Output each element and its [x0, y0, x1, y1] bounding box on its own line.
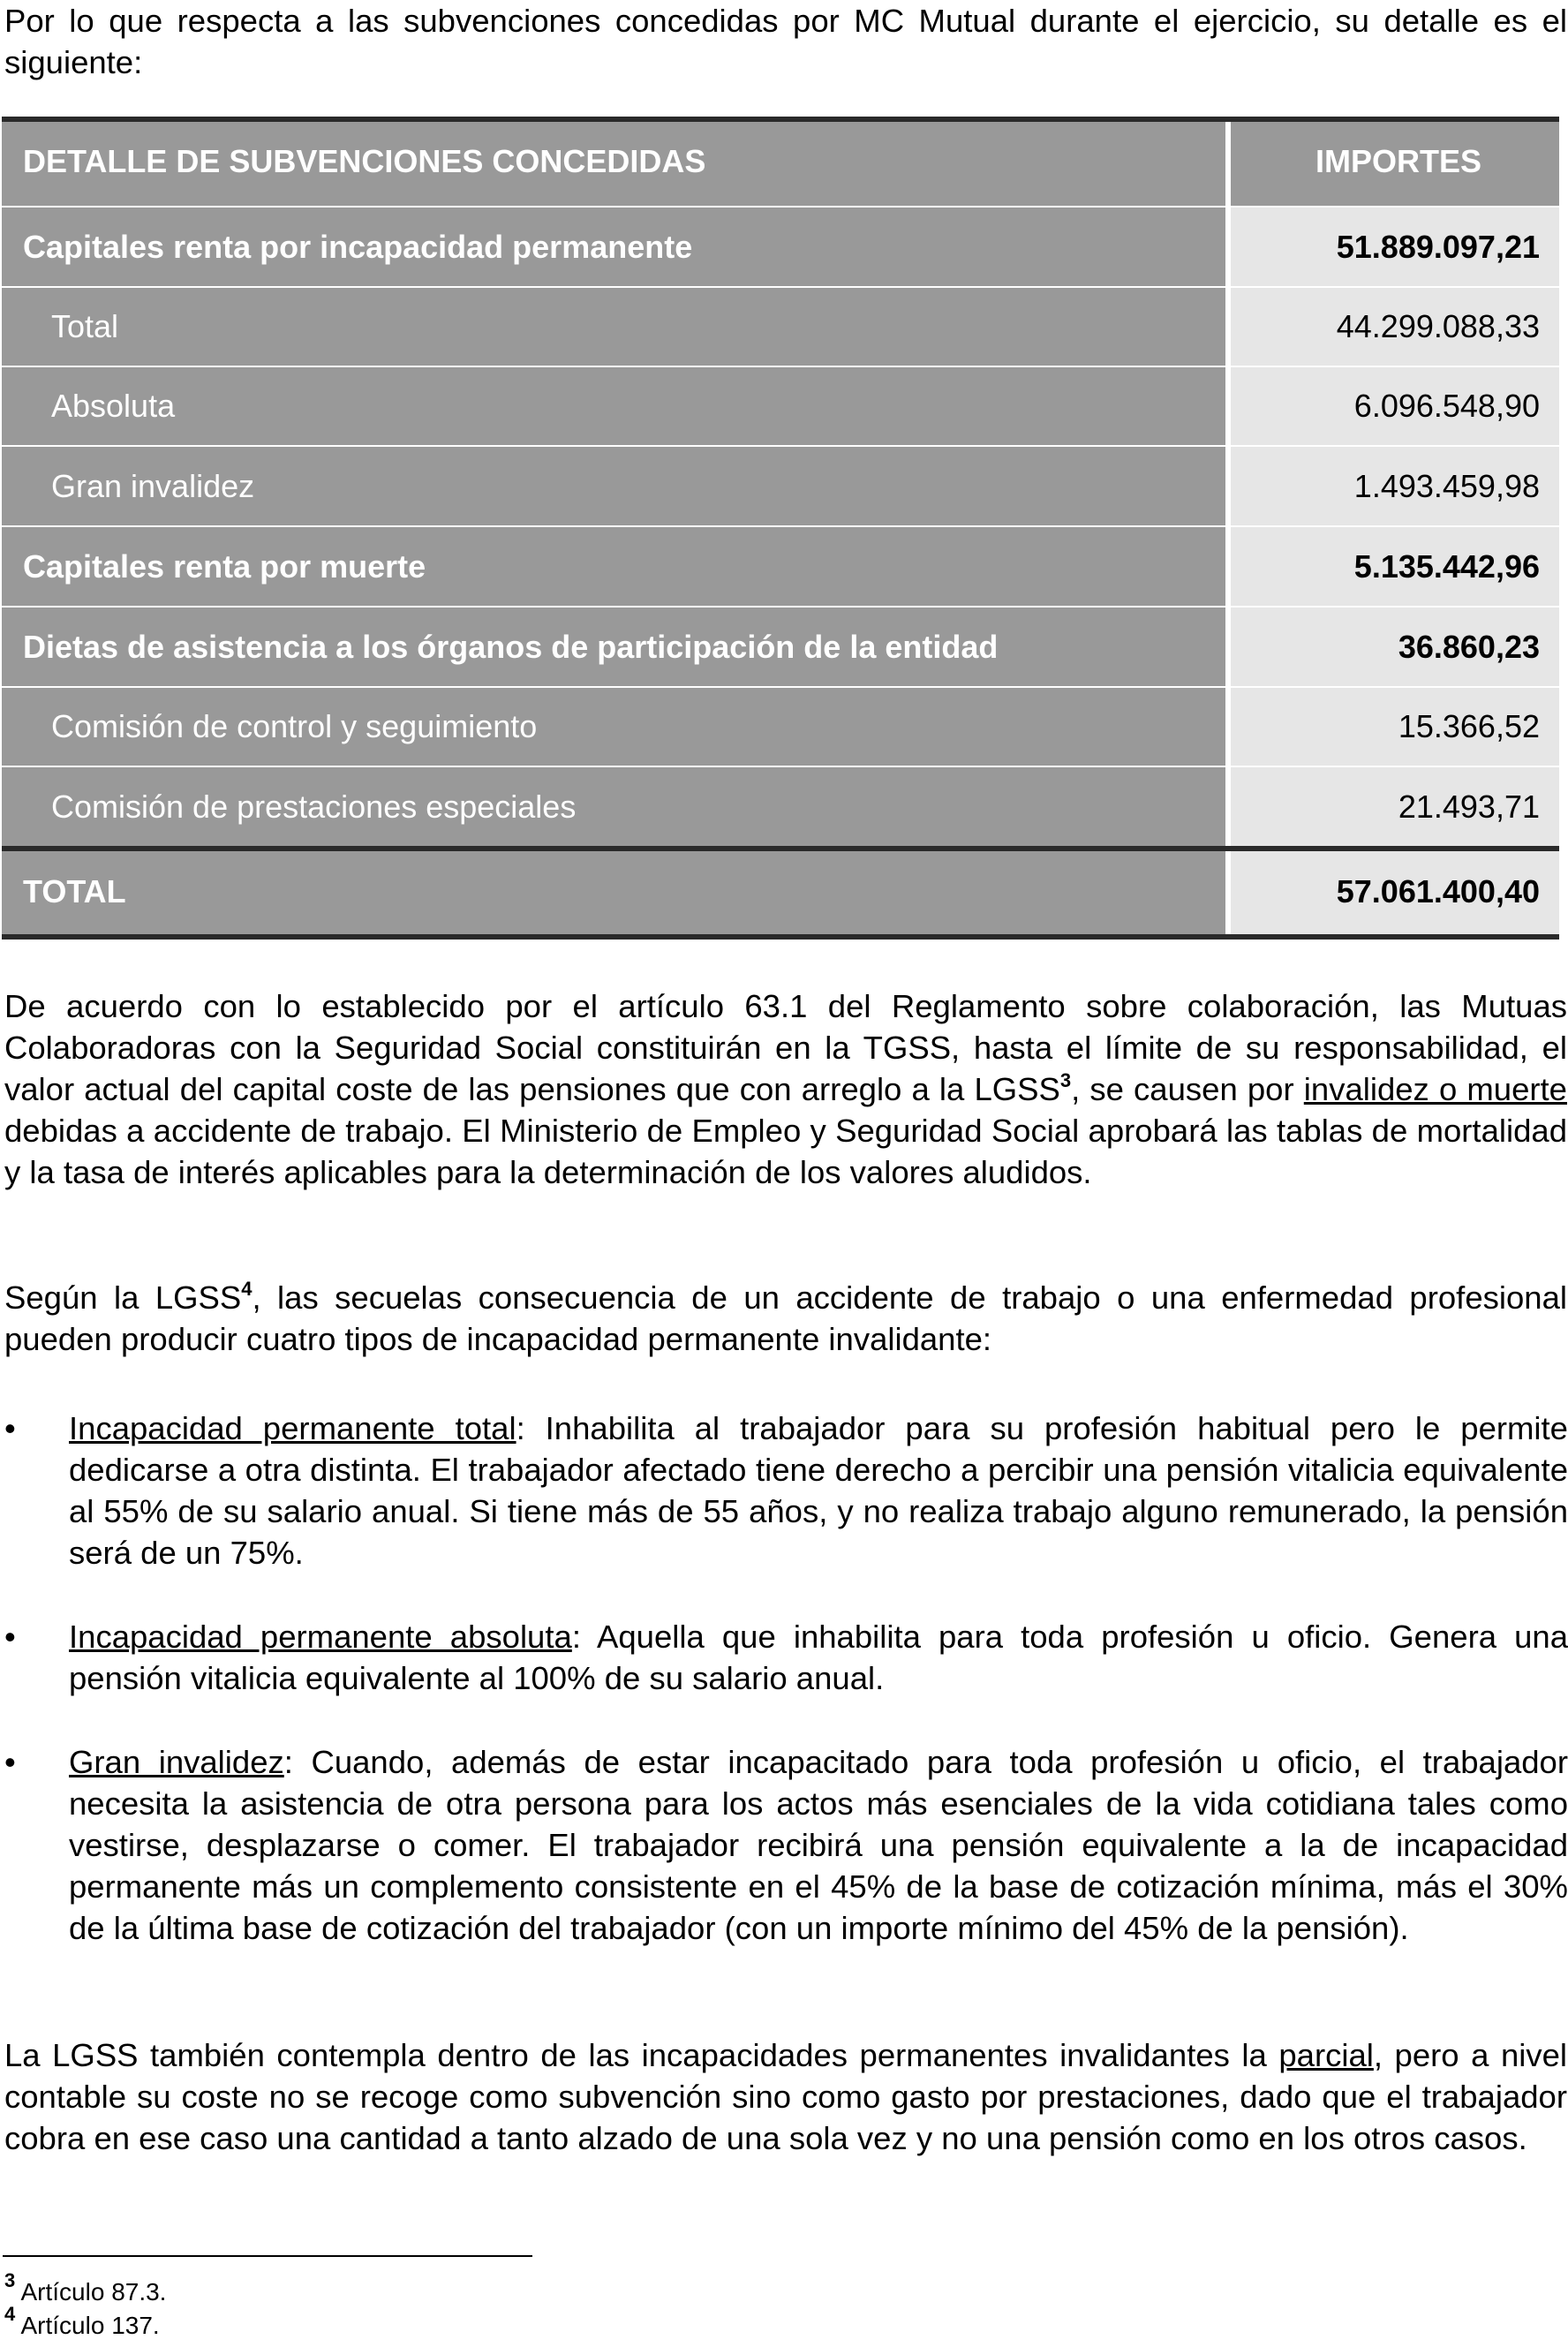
table-bottom-rule: [2, 934, 1559, 940]
footnote-ref: 4: [241, 1278, 253, 1300]
column-separator: [1225, 608, 1231, 686]
footnote-text: Artículo 87.3.: [15, 2278, 167, 2305]
bullet-item: [69, 1407, 1568, 1573]
table-row-label: Comisión de prestaciones especiales: [51, 789, 577, 825]
intro-paragraph: Por lo que respecta a las subvenciones concedidas por MC Mutual durante el ejercicio, su detalle es el siguiente:: [4, 3, 1567, 80]
column-separator: [1225, 288, 1231, 366]
table-row-amount: 51.889.097,21: [1336, 229, 1540, 265]
underlined-term: parcial: [1278, 2037, 1374, 2073]
footnote-3: [4, 2269, 167, 2306]
table-total-amount: 57.061.400,40: [1336, 873, 1540, 909]
bullet-text: : Cuando, además de estar incapacitado para toda profesión u oficio, el trabajador necesita la asistencia de otra persona para los actos más esenciales de la vida cotidiana tales como vestirse, desplazarse o comer. El trabajador recibirá una pensión equivalente a la de incapacidad permanente más un complemento consistente en el 45% de la base de cotización mínima, más el 30% de la última base de cotización del trabajador (con un importe mínimo del 45% de la pensión).: [69, 1744, 1568, 1946]
bullet-term: Incapacidad permanente total: [69, 1410, 516, 1446]
bullet-marker: •: [4, 1619, 16, 1655]
footnote-text: Artículo 137.: [15, 2312, 160, 2339]
table-row-label: Capitales renta por muerte: [23, 548, 426, 585]
table-row-label: Dietas de asistencia a los órganos de participación de la entidad: [23, 629, 999, 665]
table-row-label: Absoluta: [51, 388, 176, 424]
paragraph-text: , pero a nivel contable su coste no se recoge como subvención sino como gasto por prestaciones, dado que el trabajador cobra en ese caso una cantidad a tanto alzado de una sola vez y no una pensión como en los otros casos.: [4, 2037, 1568, 2156]
bullet-marker: •: [4, 1744, 16, 1780]
column-separator: [1225, 851, 1231, 934]
footnote-separator: [3, 2255, 532, 2257]
underlined-term: invalidez o muerte: [1303, 1071, 1567, 1107]
column-separator: [1225, 208, 1231, 286]
paragraph-text: La LGSS también contempla dentro de las incapacidades permanentes invalidantes la: [4, 2037, 1279, 2073]
paragraph-text: De acuerdo con lo establecido por el artículo 63.1 del Reglamento sobre colaboración, las Mutuas Colaboradoras con la Seguridad Social constituirán en la TGSS, hasta el límite de su responsabilidad, el valor actual del capital coste de las pensiones que con arreglo a la LGSS: [4, 988, 1567, 1107]
bullet-term: Gran invalidez: [69, 1744, 284, 1780]
table-header-amount: IMPORTES: [1315, 143, 1481, 179]
table-row-label: Total: [51, 308, 119, 344]
footnote-ref: 3: [1059, 1069, 1072, 1091]
bullet-term: Incapacidad permanente absoluta: [69, 1619, 572, 1655]
column-separator: [1225, 367, 1231, 445]
column-separator: [1225, 527, 1231, 606]
table-row-amount: 5.135.442,96: [1353, 548, 1540, 585]
table-row-label: Comisión de control y seguimiento: [51, 708, 538, 744]
paragraph-text: , se causen por: [1071, 1071, 1304, 1107]
paragraph-text: debidas a accidente de trabajo. El Ministerio de Empleo y Seguridad Social aprobará las tablas de mortalidad y la tasa de interés aplicables para la determinación de los valores aludidos.: [4, 1113, 1567, 1190]
table-row-amount: 1.493.459,98: [1353, 468, 1540, 504]
table-row-amount: 15.366,52: [1398, 708, 1540, 744]
table-row-label-cell: [2, 288, 1225, 366]
bullet-marker: •: [4, 1410, 16, 1446]
footnote-number: 3: [4, 2269, 16, 2291]
column-separator: [1225, 767, 1231, 846]
column-separator: [1225, 122, 1231, 206]
paragraph-parcial: [4, 2034, 1567, 2159]
table-total-label: TOTAL: [23, 873, 126, 909]
table-row-label: Gran invalidez: [51, 468, 255, 504]
table-row-amount: 6.096.548,90: [1353, 388, 1540, 424]
table-total-label-cell: [2, 851, 1225, 934]
column-separator: [1225, 688, 1231, 766]
bullet-item: [69, 1616, 1568, 1699]
paragraph-text: , las secuelas consecuencia de un accidente de trabajo o una enfermedad profesional pueden producir cuatro tipos de incapacidad permanente invalidante:: [4, 1279, 1567, 1357]
footnote-4: [4, 2303, 160, 2340]
table-row-label: Capitales renta por incapacidad permanente: [23, 229, 693, 265]
bullet-text: : Aquella que inhabilita para toda profesión u oficio. Genera una pensión vitalicia equivalente al 100% de su salario anual.: [69, 1619, 1568, 1696]
bullet-item: [69, 1741, 1568, 1949]
table-row-amount: 36.860,23: [1398, 629, 1540, 665]
table-row-amount: 44.299.088,33: [1336, 308, 1540, 344]
paragraph-text: Según la LGSS: [4, 1279, 242, 1316]
paragraph-capital-coste: [4, 985, 1567, 1193]
subsidies-table: [2, 117, 1559, 947]
table-row-amount: 21.493,71: [1398, 789, 1540, 825]
column-separator: [1225, 447, 1231, 525]
table-row-label-cell: [2, 367, 1225, 445]
table-header-label: DETALLE DE SUBVENCIONES CONCEDIDAS: [23, 143, 706, 179]
paragraph-lgss-tipos: [4, 1277, 1567, 1360]
footnote-number: 4: [4, 2303, 16, 2325]
bullet-text: : Inhabilita al trabajador para su profesión habitual pero le permite dedicarse a otra distinta. El trabajador afectado tiene derecho a percibir una pensión vitalicia equivalente al 55% de su salario anual. Si tiene más de 55 años, y no realiza trabajo alguno remunerado, la pensión será de un 75%.: [69, 1410, 1568, 1571]
